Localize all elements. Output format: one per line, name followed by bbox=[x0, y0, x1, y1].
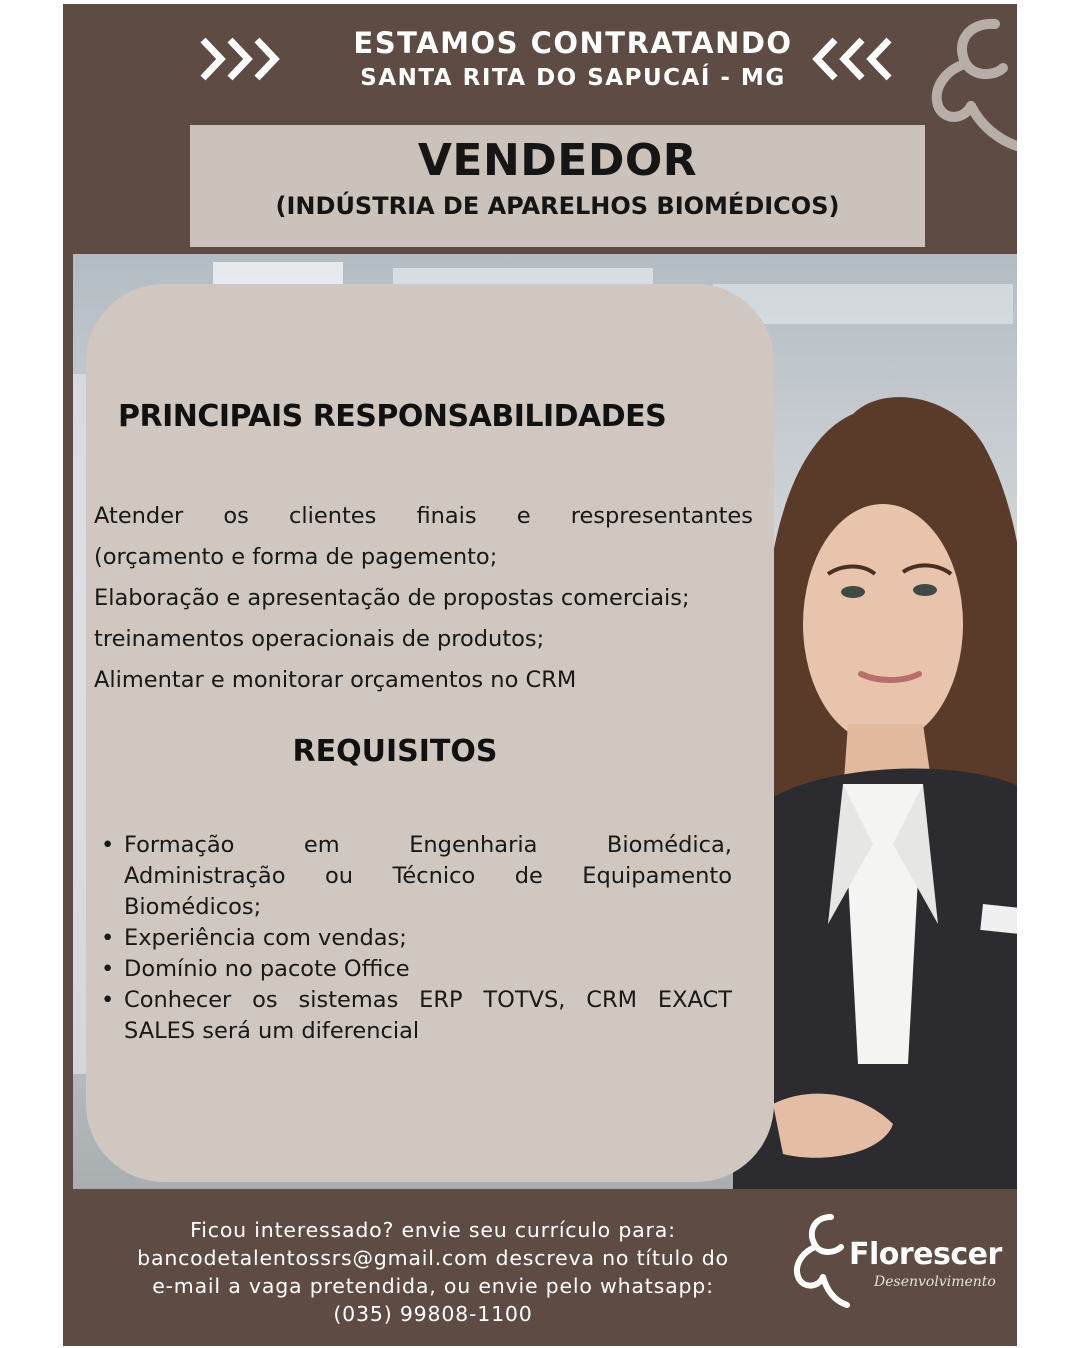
responsibility-line: Alimentar e monitorar orçamentos no CRM bbox=[94, 667, 577, 693]
contact-info bbox=[83, 1216, 783, 1328]
bullet-icon: • bbox=[101, 956, 115, 982]
businesswoman-image bbox=[733, 324, 1017, 1189]
hiring-location: SANTA RITA DO SAPUCAÍ - MG bbox=[360, 65, 786, 92]
hiring-title: ESTAMOS CONTRATANDO bbox=[353, 26, 793, 60]
job-title: VENDEDOR bbox=[417, 135, 698, 186]
requirement-item: • Experiência com vendas; bbox=[94, 923, 732, 954]
requirements-heading: REQUISITOS bbox=[292, 734, 498, 769]
contact-email-line[interactable]: bancodetalentossrs@gmail.com descreva no título do bbox=[137, 1246, 729, 1270]
hiring-banner bbox=[248, 28, 898, 91]
bullet-icon: • bbox=[101, 987, 115, 1013]
requirements-list bbox=[94, 830, 732, 1047]
florescer-flower-icon bbox=[791, 1209, 853, 1309]
contact-phone[interactable]: (035) 99808-1100 bbox=[333, 1302, 533, 1326]
responsibilities-heading: PRINCIPAIS RESPONSABILIDADES bbox=[118, 399, 667, 434]
responsibility-line: (orçamento e forma de pagemento; bbox=[94, 544, 498, 570]
requirement-item: • Conhecer os sistemas ERP TOTVS, CRM EXACT SALES será um diferencial bbox=[101, 987, 732, 1044]
bullet-icon: • bbox=[101, 832, 115, 858]
responsibility-line: Elaboração e apresentação de propostas comerciais; bbox=[94, 585, 690, 611]
requirement-item: • Formação em Engenharia Biomédica, Administração ou Técnico de Equipamento Biomédicos; bbox=[101, 832, 732, 920]
requirement-item: • Domínio no pacote Office bbox=[94, 954, 732, 985]
brand-tagline: Desenvolvimento bbox=[874, 1274, 996, 1290]
responsibility-line: treinamentos operacionais de produtos; bbox=[94, 626, 545, 652]
bullet-icon: • bbox=[101, 925, 115, 951]
contact-line: e-mail a vaga pretendida, ou envie pelo whatsapp: bbox=[152, 1274, 714, 1298]
job-poster bbox=[63, 4, 1017, 1346]
job-title-box bbox=[190, 125, 925, 247]
responsibilities-list bbox=[94, 496, 753, 701]
brand-name: Florescer bbox=[849, 1237, 1002, 1272]
flower-logo-icon bbox=[925, 10, 1017, 160]
job-subtitle: (INDÚSTRIA DE APARELHOS BIOMÉDICOS) bbox=[275, 192, 840, 220]
contact-line: Ficou interessado? envie seu currículo para: bbox=[190, 1218, 676, 1242]
responsibility-line: Atender os clientes finais e respresentantes bbox=[94, 503, 753, 529]
